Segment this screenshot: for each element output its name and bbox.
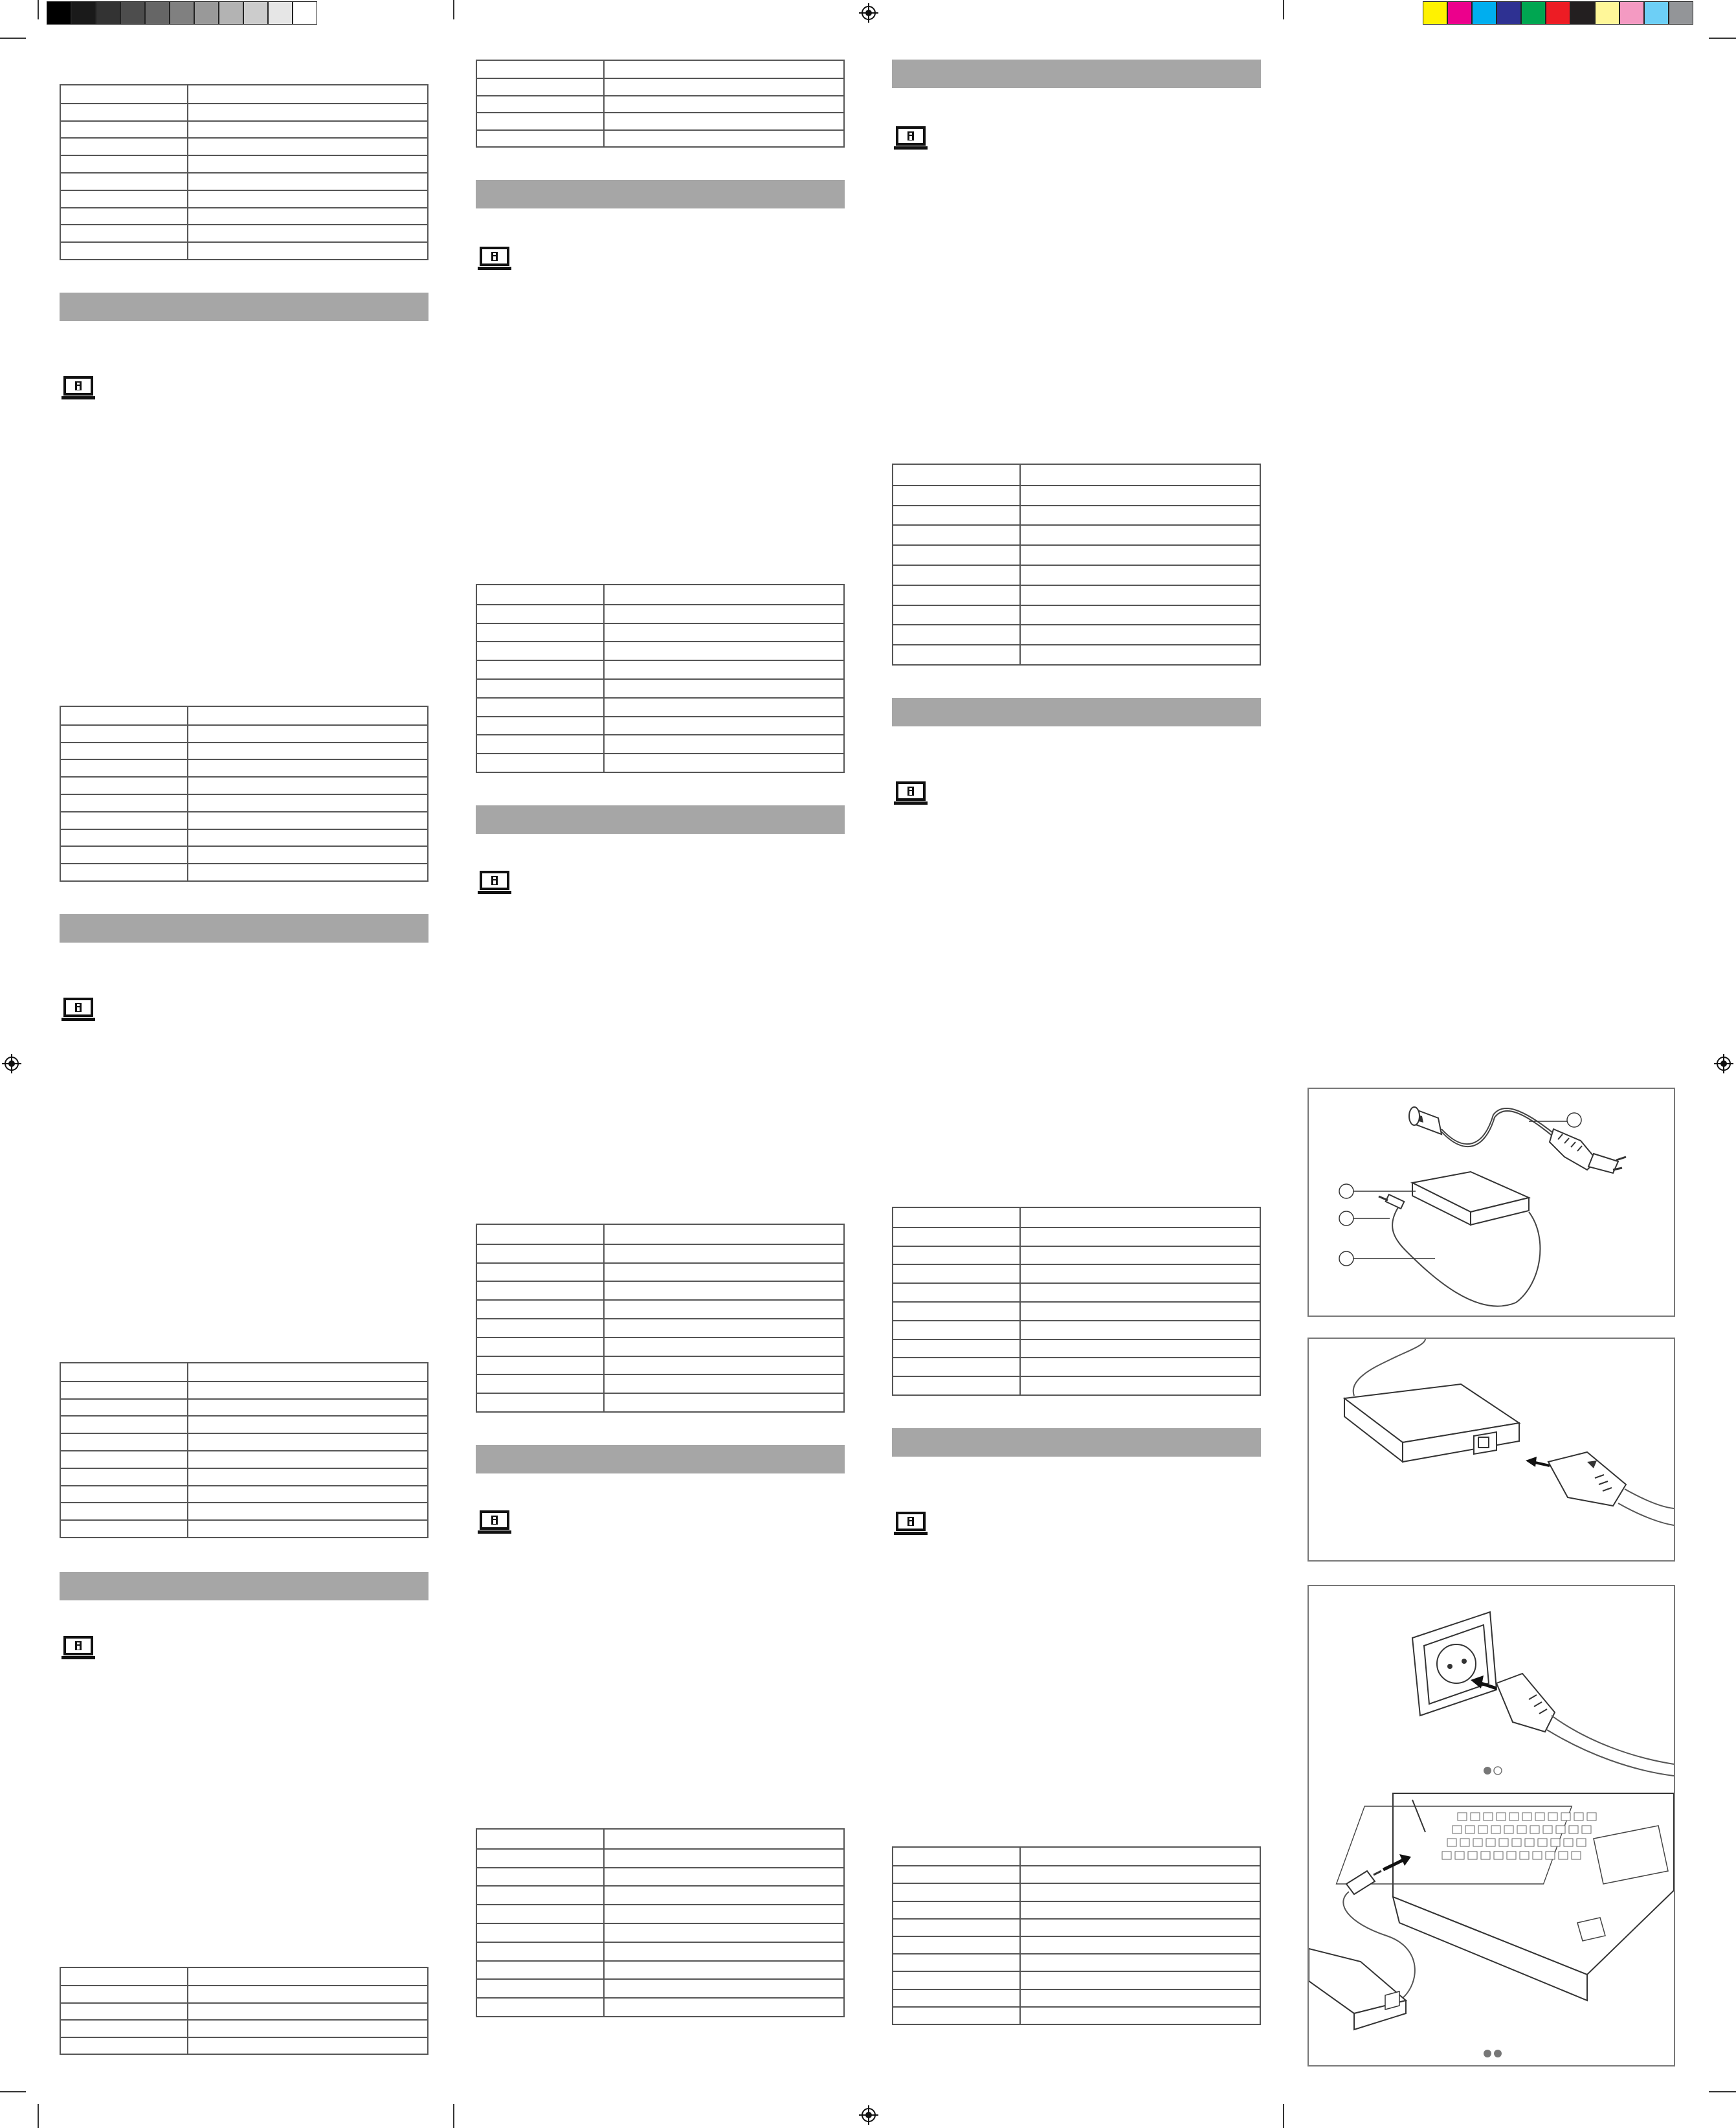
spec-table <box>476 60 845 148</box>
color-swatch <box>1669 1 1693 25</box>
table-row-divider <box>61 1433 427 1434</box>
table-row-divider <box>893 524 1260 526</box>
laptop-info-icon <box>477 246 512 272</box>
section-header-bar <box>60 914 428 943</box>
table-row-divider <box>477 1848 843 1850</box>
color-swatch <box>1521 1 1546 25</box>
table-row-divider <box>477 78 843 79</box>
table-row-divider <box>477 1942 843 1943</box>
color-swatch <box>1497 1 1521 25</box>
crop-mark <box>0 2091 26 2092</box>
table-row-divider <box>61 172 427 174</box>
laptop-info-icon <box>477 870 512 896</box>
power-adapter-icon <box>1344 1384 1519 1462</box>
plug-in-and-connect-laptop-drawing <box>1309 1586 1674 2065</box>
table-row-divider <box>477 1867 843 1868</box>
table-row-divider <box>477 112 843 113</box>
laptop-info-icon <box>61 997 96 1023</box>
table-row-divider <box>477 1885 843 1887</box>
table-row-divider <box>477 604 843 605</box>
table-row-divider <box>477 1374 843 1375</box>
connect-power-cord-drawing <box>1309 1339 1674 1560</box>
spec-table <box>892 464 1261 666</box>
table-row-divider <box>893 1883 1260 1884</box>
table-row-divider <box>893 544 1260 546</box>
table-row-divider <box>61 155 427 156</box>
power-adapter-parts-figure <box>1308 1088 1675 1317</box>
table-row-divider <box>893 1989 1260 1990</box>
table-row-divider <box>477 1904 843 1905</box>
iec-connector-icon <box>1548 1452 1626 1506</box>
crop-mark <box>0 38 26 39</box>
color-swatch <box>1423 1 1447 25</box>
table-row-divider <box>477 678 843 680</box>
table-row-divider <box>477 1393 843 1394</box>
table-row-divider <box>61 1485 427 1486</box>
table-row-divider <box>893 1320 1260 1321</box>
color-swatch <box>1447 1 1472 25</box>
section-header-bar <box>892 1428 1261 1457</box>
table-row-divider <box>477 1923 843 1924</box>
table-column-divider <box>187 85 188 259</box>
wall-socket-icon <box>1412 1612 1497 1716</box>
table-row-divider <box>477 623 843 624</box>
laptop-info-icon <box>61 1635 96 1661</box>
table-row-divider <box>61 776 427 778</box>
spec-table <box>60 84 428 260</box>
table-row-divider <box>61 794 427 795</box>
color-swatch <box>268 1 293 25</box>
connect-power-cord-figure <box>1308 1338 1675 1562</box>
table-row-divider <box>477 1318 843 1319</box>
table-row-divider <box>893 1865 1260 1866</box>
dc-plug-icon <box>1379 1194 1404 1209</box>
table-column-divider <box>187 1363 188 1537</box>
crop-mark <box>1709 2091 1736 2092</box>
color-swatch <box>219 1 243 25</box>
color-swatch <box>71 1 96 25</box>
table-row-divider <box>477 1281 843 1282</box>
iec-connector-icon <box>1409 1107 1441 1134</box>
registration-mark-icon <box>859 3 878 23</box>
table-row-divider <box>893 1264 1260 1265</box>
table-row-divider <box>61 742 427 743</box>
table-row-divider <box>477 1978 843 1980</box>
spec-table <box>60 1967 428 2055</box>
laptop-info-icon <box>893 126 928 151</box>
laptop-info-icon <box>477 1510 512 1536</box>
spec-table <box>60 706 428 882</box>
mains-plug-icon <box>1497 1674 1555 1732</box>
crop-mark <box>38 2104 39 2128</box>
step-dot-filled <box>1484 1767 1491 1775</box>
table-row-divider <box>893 1227 1260 1228</box>
power-adapter-icon <box>1309 1949 1406 2030</box>
table-row-divider <box>61 1398 427 1400</box>
table-column-divider <box>1019 465 1021 664</box>
color-swatch <box>194 1 219 25</box>
table-row-divider <box>61 2002 427 2004</box>
table-row-divider <box>893 1918 1260 1920</box>
color-swatch <box>1472 1 1497 25</box>
laptop-info-icon <box>61 375 96 401</box>
table-row-divider <box>893 2006 1260 2008</box>
table-row-divider <box>61 2019 427 2021</box>
crop-mark <box>1283 0 1284 19</box>
table-row-divider <box>61 224 427 225</box>
table-row-divider <box>61 1502 427 1503</box>
step-dot-empty <box>1494 1767 1502 1775</box>
table-row-divider <box>61 137 427 139</box>
crop-mark <box>1283 2104 1284 2128</box>
power-adapter-parts-drawing <box>1309 1089 1674 1316</box>
spec-table <box>476 1224 845 1413</box>
table-row-divider <box>893 1936 1260 1937</box>
spec-table <box>892 1846 1261 2025</box>
table-row-divider <box>893 1376 1260 1377</box>
crop-mark <box>38 0 39 19</box>
plug-in-and-connect-laptop-figure <box>1308 1585 1675 2066</box>
table-row-divider <box>893 605 1260 606</box>
registration-mark-icon <box>2 1054 21 1073</box>
table-row-divider <box>893 485 1260 486</box>
table-row-divider <box>477 660 843 661</box>
table-row-divider <box>61 811 427 812</box>
table-row-divider <box>61 207 427 208</box>
table-column-divider <box>187 1968 188 2054</box>
table-row-divider <box>61 190 427 191</box>
table-row-divider <box>477 734 843 735</box>
section-header-bar <box>60 1572 428 1600</box>
section-header-bar <box>60 293 428 321</box>
table-row-divider <box>893 565 1260 566</box>
table-row-divider <box>61 1985 427 1986</box>
table-row-divider <box>477 95 843 96</box>
section-header-bar <box>476 180 845 208</box>
table-row-divider <box>893 1953 1260 1954</box>
table-row-divider <box>61 1381 427 1382</box>
table-row-divider <box>893 1246 1260 1247</box>
color-swatch <box>170 1 194 25</box>
table-column-divider <box>1019 1208 1021 1394</box>
table-row-divider <box>61 724 427 726</box>
table-column-divider <box>603 585 605 772</box>
callout-circle <box>1339 1211 1353 1226</box>
step-dot-filled <box>1494 2050 1502 2057</box>
table-row-divider <box>893 585 1260 586</box>
step-dot-filled <box>1484 2050 1491 2057</box>
table-row-divider <box>61 241 427 243</box>
table-row-divider <box>61 120 427 122</box>
table-row-divider <box>477 1960 843 1962</box>
color-swatch <box>145 1 170 25</box>
table-row-divider <box>61 863 427 864</box>
spec-table <box>892 1207 1261 1396</box>
table-column-divider <box>603 1830 605 2016</box>
table-row-divider <box>893 1901 1260 1902</box>
color-swatch <box>293 1 317 25</box>
table-row-divider <box>61 103 427 104</box>
table-row-divider <box>893 1282 1260 1284</box>
table-row-divider <box>477 753 843 754</box>
table-row-divider <box>477 1299 843 1301</box>
section-header-bar <box>892 698 1261 726</box>
color-swatch <box>1570 1 1595 25</box>
table-row-divider <box>477 1356 843 1357</box>
table-row-divider <box>893 1971 1260 1972</box>
table-column-divider <box>603 61 605 146</box>
table-row-divider <box>893 624 1260 625</box>
color-swatch <box>1644 1 1669 25</box>
spec-table <box>60 1362 428 1538</box>
crop-mark <box>1709 38 1736 39</box>
registration-mark-icon <box>1714 1054 1733 1073</box>
table-row-divider <box>893 644 1260 645</box>
table-row-divider <box>893 1357 1260 1358</box>
color-swatch <box>1619 1 1644 25</box>
table-column-divider <box>603 1225 605 1411</box>
mains-plug-icon <box>1550 1129 1626 1173</box>
table-row-divider <box>61 2037 427 2038</box>
table-row-divider <box>893 505 1260 506</box>
table-row-divider <box>61 1450 427 1451</box>
table-row-divider <box>61 759 427 760</box>
table-row-divider <box>477 641 843 642</box>
table-row-divider <box>477 697 843 699</box>
laptop-icon <box>1337 1793 1674 2000</box>
table-row-divider <box>477 716 843 717</box>
power-adapter-icon <box>1412 1172 1529 1225</box>
registration-mark-icon <box>859 2105 878 2125</box>
table-row-divider <box>61 829 427 830</box>
table-row-divider <box>61 1468 427 1469</box>
color-swatch <box>47 1 71 25</box>
dc-plug-icon <box>1346 1871 1381 1894</box>
spec-table <box>476 584 845 773</box>
callout-circle <box>1339 1184 1353 1198</box>
section-header-bar <box>476 1445 845 1473</box>
color-swatch <box>1595 1 1619 25</box>
table-row-divider <box>477 1337 843 1338</box>
table-row-divider <box>893 1301 1260 1303</box>
table-row-divider <box>61 1415 427 1417</box>
color-swatch <box>1546 1 1570 25</box>
table-row-divider <box>477 1262 843 1264</box>
table-row-divider <box>61 846 427 847</box>
laptop-info-icon <box>893 781 928 807</box>
crop-mark <box>453 0 454 19</box>
laptop-info-icon <box>893 1511 928 1537</box>
crop-mark <box>453 2104 454 2128</box>
table-column-divider <box>1019 1848 1021 2024</box>
table-column-divider <box>187 707 188 880</box>
table-row-divider <box>893 1339 1260 1340</box>
color-swatch <box>120 1 145 25</box>
spec-table <box>476 1828 845 2017</box>
color-swatch <box>243 1 268 25</box>
callout-circle <box>1567 1113 1581 1127</box>
table-row-divider <box>477 129 843 131</box>
table-row-divider <box>477 1244 843 1245</box>
section-header-bar <box>476 805 845 834</box>
callout-circle <box>1339 1251 1353 1266</box>
table-row-divider <box>61 1519 427 1521</box>
color-swatch <box>96 1 120 25</box>
section-header-bar <box>892 60 1261 88</box>
table-row-divider <box>477 1997 843 1999</box>
